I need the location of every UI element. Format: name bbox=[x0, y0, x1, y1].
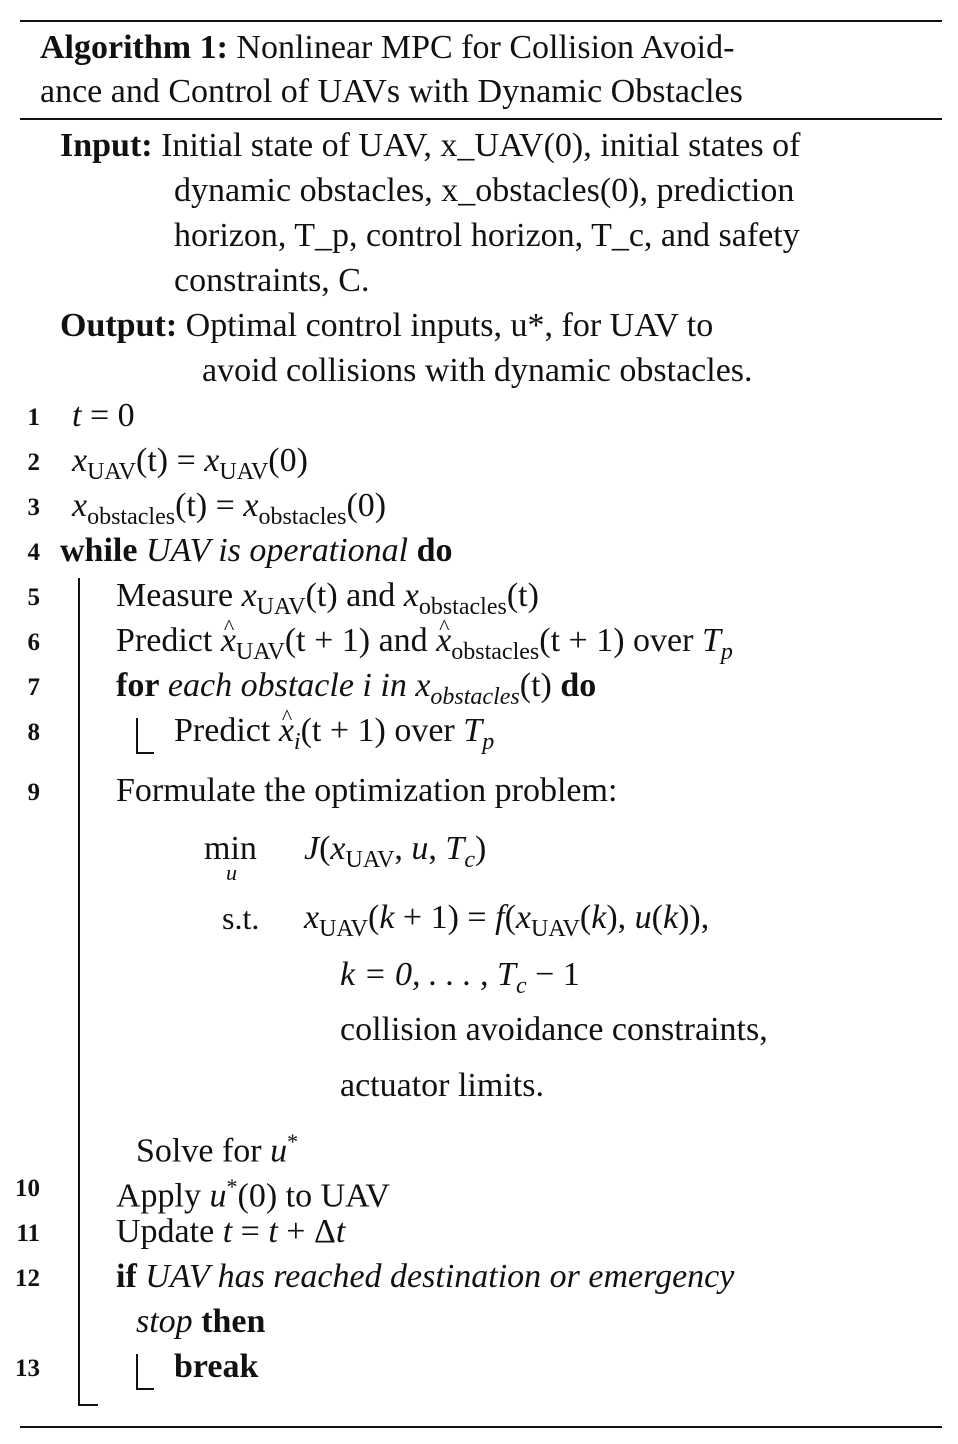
kw-over: over bbox=[633, 622, 694, 659]
opt-st: s.t. bbox=[222, 900, 260, 936]
sub-obstacles: obstacles bbox=[451, 639, 540, 665]
line-number-7: 7 bbox=[27, 674, 40, 701]
input-label: Input: bbox=[60, 127, 153, 164]
line-number-6: 6 bbox=[27, 629, 40, 656]
line-11 bbox=[116, 1212, 345, 1252]
kw-update: Update bbox=[116, 1213, 215, 1250]
sym-u: u bbox=[634, 899, 652, 936]
sub-obstacles: obstacles bbox=[258, 504, 347, 530]
sub-uav: UAV bbox=[530, 916, 580, 942]
line-1 bbox=[72, 396, 135, 436]
algorithm-title-line1: Nonlinear MPC for Collision Avoid- bbox=[236, 29, 735, 66]
sym-eq: = bbox=[467, 899, 487, 936]
sym-i: i bbox=[362, 667, 372, 704]
line-9: Formulate the optimization problem: bbox=[116, 772, 618, 809]
sym-eq: = bbox=[240, 1213, 260, 1250]
algorithm-caption-line2 bbox=[40, 72, 743, 112]
sym-x: x bbox=[204, 442, 220, 479]
line-7 bbox=[116, 666, 596, 717]
k-range-tail: − 1 bbox=[535, 956, 580, 993]
k-range: k = 0, . . . , T bbox=[340, 956, 516, 993]
input-line-4: constraints, C. bbox=[174, 262, 370, 299]
for-scope-bar bbox=[136, 718, 138, 754]
algorithm-label: Algorithm 1: bbox=[40, 29, 228, 66]
kw-to-uav: to UAV bbox=[285, 1177, 390, 1215]
sym-u: u bbox=[270, 1132, 288, 1170]
paren-t: (t) bbox=[305, 577, 338, 614]
sym-u: u bbox=[209, 1177, 227, 1215]
sym-x: x bbox=[241, 577, 257, 614]
line-number-3: 3 bbox=[27, 494, 40, 521]
kw-predict: Predict bbox=[174, 712, 271, 749]
while-scope-bar bbox=[78, 578, 80, 1406]
sub-uav: UAV bbox=[319, 916, 368, 942]
sub-p: p bbox=[720, 639, 733, 665]
kw-for: for bbox=[116, 667, 160, 704]
sym-x: x bbox=[403, 577, 419, 614]
sub-c: c bbox=[515, 973, 527, 999]
line-number-5: 5 bbox=[27, 584, 40, 611]
paren-t-plus-1: (t + 1) bbox=[539, 622, 625, 659]
line-12-cont bbox=[136, 1302, 265, 1342]
sub-uav: UAV bbox=[87, 459, 136, 485]
opt-actuator: actuator limits. bbox=[340, 1067, 544, 1104]
sym-x: x bbox=[304, 899, 320, 936]
opt-min-var bbox=[226, 860, 237, 886]
sym-x-hat: ^ x bbox=[279, 711, 294, 751]
paren-t: (t) bbox=[136, 442, 169, 479]
kw-if: if bbox=[116, 1258, 137, 1295]
line-12 bbox=[116, 1257, 734, 1297]
kw-do: do bbox=[416, 532, 453, 569]
kw-and: and bbox=[378, 622, 428, 659]
kw-measure: Measure bbox=[116, 577, 234, 614]
if-condition-1: UAV has reached destination or emergency bbox=[145, 1258, 735, 1295]
while-condition: UAV is operational bbox=[145, 532, 409, 569]
sym-x-hat: ^ x bbox=[436, 621, 451, 661]
sub-p: p bbox=[482, 729, 495, 755]
for-scope-end bbox=[136, 752, 154, 754]
sym-x-hat: ^ x bbox=[221, 621, 236, 661]
if-scope-end bbox=[136, 1388, 154, 1390]
sym-k: k bbox=[662, 899, 679, 936]
opt-k-range bbox=[340, 955, 580, 1006]
sym-u: u bbox=[411, 830, 429, 867]
sym-plus: + bbox=[286, 1213, 306, 1250]
line-13 bbox=[174, 1347, 258, 1387]
sym-zero: 0 bbox=[117, 397, 135, 434]
kw-then: then bbox=[201, 1303, 266, 1340]
sub-uav: UAV bbox=[256, 594, 306, 620]
if-condition-2: stop bbox=[136, 1303, 193, 1340]
sub-c: c bbox=[464, 847, 475, 873]
sym-T: T bbox=[463, 712, 483, 749]
line-5 bbox=[116, 576, 539, 627]
kw-do: do bbox=[560, 667, 597, 704]
line-number-9: 9 bbox=[27, 779, 40, 806]
line-6 bbox=[116, 621, 733, 672]
line-number-2: 2 bbox=[27, 449, 40, 476]
sym-eq: = bbox=[89, 397, 110, 434]
line-number-8: 8 bbox=[27, 719, 40, 746]
sub-i: i bbox=[293, 729, 301, 755]
sym-x: x bbox=[330, 830, 346, 867]
opt-collision: collision avoidance constraints, bbox=[340, 1011, 768, 1048]
sym-x: x bbox=[72, 442, 88, 479]
for-in: in bbox=[380, 667, 407, 704]
output-label: Output: bbox=[60, 307, 178, 344]
caption-rule bbox=[20, 118, 942, 120]
kw-break: break bbox=[174, 1348, 259, 1385]
kw-over: over bbox=[394, 712, 455, 749]
sub-uav: UAV bbox=[345, 847, 395, 873]
opt-dynamics: $x_{UAV}(k + 1) = f(x_{UAV}(k)$, u(k)), bbox=[304, 899, 710, 942]
sub-uav: UAV bbox=[219, 459, 269, 485]
top-rule bbox=[20, 20, 942, 22]
line-10 bbox=[116, 1167, 390, 1216]
line-number-11: 11 bbox=[16, 1220, 40, 1247]
sym-k: k bbox=[379, 899, 395, 936]
sym-x: x bbox=[72, 487, 88, 524]
line-2 bbox=[72, 441, 308, 492]
sym-t: t bbox=[222, 1213, 233, 1250]
paren-t: (t) bbox=[519, 667, 552, 704]
output-line-1 bbox=[60, 306, 713, 346]
kw-and: and bbox=[346, 577, 396, 614]
sub-obstacles: obstacles bbox=[418, 594, 507, 620]
sub-obstacles: obstacles bbox=[430, 684, 520, 710]
output-text-1: Optimal control inputs, u*, for UAV to bbox=[185, 307, 714, 344]
paren-t: (t) bbox=[175, 487, 208, 524]
input-line-2: dynamic obstacles, x_obstacles(0), prediction bbox=[174, 172, 795, 209]
sym-eq: = bbox=[215, 487, 235, 524]
sym-f: f bbox=[495, 899, 505, 936]
sym-J: J bbox=[304, 830, 320, 867]
bottom-rule bbox=[20, 1426, 942, 1428]
if-scope-bar bbox=[136, 1354, 138, 1390]
sym-t: t bbox=[335, 1213, 346, 1250]
sym-eq: = bbox=[176, 442, 196, 479]
sym-x: x bbox=[515, 899, 531, 936]
line-number-10: 10 bbox=[15, 1175, 40, 1202]
line-number-13: 13 bbox=[15, 1355, 40, 1382]
kw-apply: Apply bbox=[116, 1177, 201, 1215]
line-3 bbox=[72, 486, 386, 537]
sym-star: * bbox=[226, 1174, 238, 1199]
sub-obstacles: obstacles bbox=[87, 504, 176, 530]
while-scope-end bbox=[78, 1404, 98, 1406]
for-condition: each obstacle bbox=[167, 667, 354, 704]
sym-k: k bbox=[591, 899, 607, 936]
line-number-12: 12 bbox=[15, 1265, 40, 1292]
output-line-2: avoid collisions with dynamic obstacles. bbox=[202, 352, 753, 389]
sym-star: * bbox=[287, 1129, 299, 1154]
solve-line bbox=[136, 1122, 298, 1171]
paren-t: (t) bbox=[506, 577, 539, 614]
sym-u: u bbox=[226, 860, 237, 885]
sym-x: x bbox=[243, 487, 259, 524]
opt-objective: $J(x_{UAV}$, u, $T_c$) bbox=[304, 830, 487, 873]
line-number-1: 1 bbox=[27, 404, 40, 431]
sym-t: t bbox=[268, 1213, 278, 1250]
sym-T: T bbox=[701, 622, 721, 659]
opt-min: min bbox=[204, 830, 257, 867]
line-4 bbox=[60, 531, 453, 571]
line-number-4: 4 bbox=[27, 539, 40, 566]
kw-predict: Predict bbox=[116, 622, 213, 659]
paren-0: (0) bbox=[237, 1177, 278, 1215]
paren-t-plus-1: (t + 1) bbox=[284, 622, 371, 659]
kw-solve: Solve for bbox=[136, 1132, 262, 1170]
line-8 bbox=[174, 711, 494, 762]
paren-0: (0) bbox=[268, 442, 308, 479]
kw-while: while bbox=[60, 532, 138, 569]
paren-0: (0) bbox=[346, 487, 387, 524]
algorithm-title-line2: ance and Control of UAVs with Dynamic Obstacles bbox=[40, 73, 743, 110]
input-line-3: horizon, T_p, control horizon, T_c, and safety bbox=[174, 217, 800, 254]
input-text-1: Initial state of UAV, x_UAV(0), initial states of bbox=[161, 127, 801, 164]
paren-t-plus-1: (t + 1) bbox=[300, 712, 386, 749]
sub-uav: UAV bbox=[235, 639, 285, 665]
input-line-1 bbox=[60, 126, 800, 166]
sym-x: x bbox=[415, 667, 431, 704]
sym-t: t bbox=[72, 397, 82, 434]
algorithm-caption-line1 bbox=[40, 28, 734, 68]
sym-delta: Δ bbox=[313, 1213, 336, 1250]
sym-T: T bbox=[445, 830, 465, 867]
